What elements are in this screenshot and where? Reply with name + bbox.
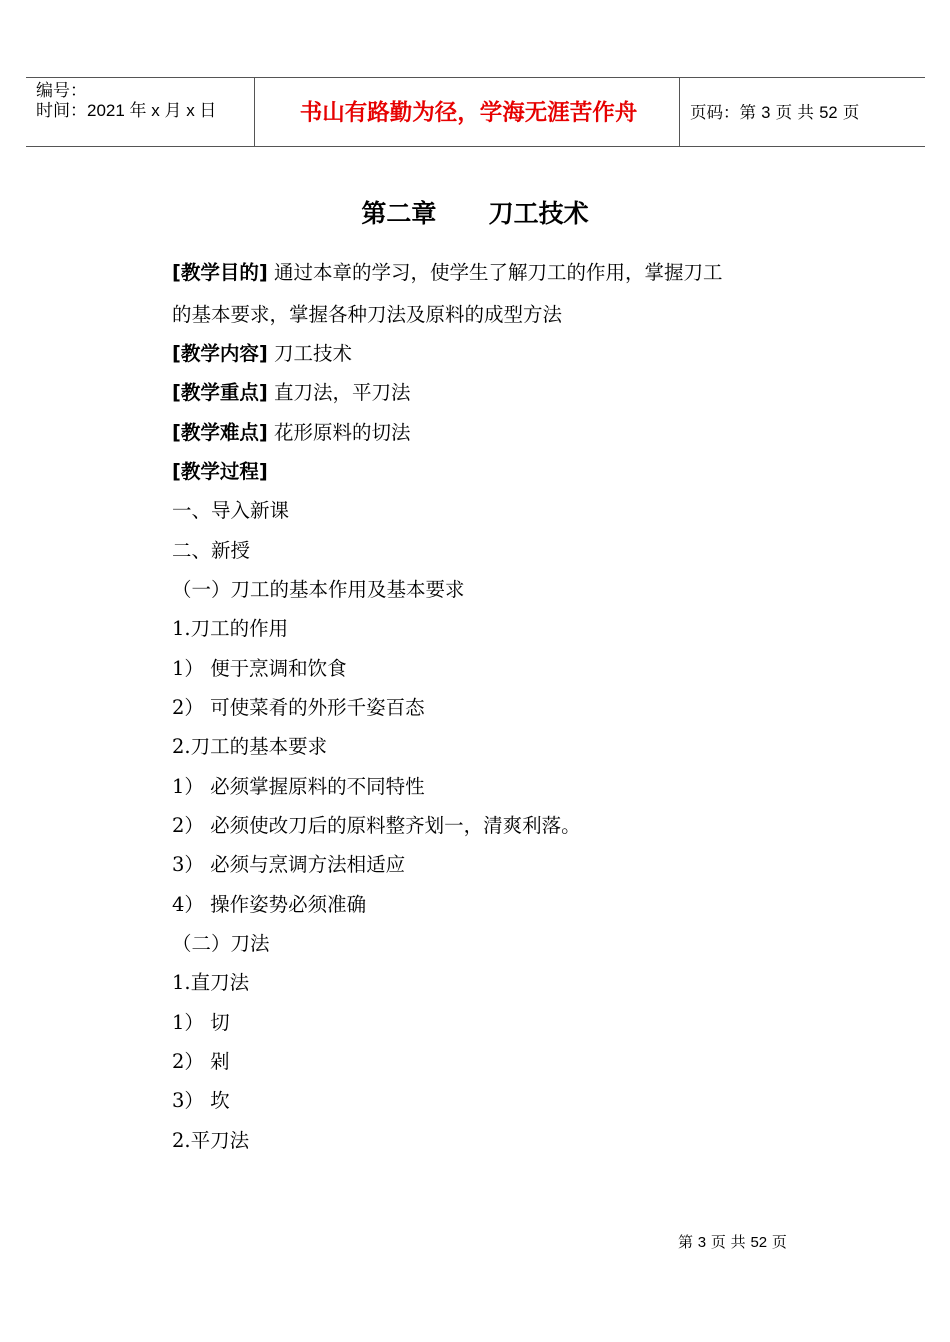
header-divider: [254, 78, 255, 146]
footer-prefix: 第: [678, 1233, 698, 1251]
difficulty-text: 花形原料的切法: [267, 421, 411, 444]
objective-line: [172, 260, 723, 286]
process-line: [172, 459, 268, 485]
body-line: 4） 操作姿势必须准确: [172, 893, 367, 916]
objective-line-2: 的基本要求，掌握各种刀法及原料的成型方法: [172, 303, 563, 326]
body-line: 3） 必须与烹调方法相适应: [172, 853, 406, 876]
content-text: 刀工技术: [267, 342, 353, 365]
footer-suffix: 页: [767, 1233, 787, 1251]
page-header: [26, 77, 925, 147]
body-line: 1.刀工的作用: [172, 617, 289, 640]
header-motto: 书山有路勤为径，学海无涯苦作舟: [299, 100, 638, 126]
header-page-number: [690, 101, 859, 125]
body-line: 2） 必须使改刀后的原料整齐划一，清爽利落。: [172, 814, 581, 837]
header-meta: [36, 81, 216, 121]
footer-middle: 页 共: [706, 1233, 751, 1251]
footer-total: 52: [750, 1234, 768, 1251]
serial-label: 编号：: [36, 81, 87, 100]
page-total: 52: [819, 104, 838, 122]
page-current: 3: [761, 104, 771, 122]
chapter-title: 第二章 刀工技术: [361, 199, 589, 228]
body-line: 2.平刀法: [172, 1129, 250, 1152]
body-line: 2） 剁: [172, 1050, 230, 1073]
difficulty-line: [172, 420, 411, 446]
content-line: [172, 341, 352, 367]
body-line: 1） 必须掌握原料的不同特性: [172, 775, 425, 798]
page-suffix: 页: [837, 103, 860, 122]
focus-text: 直刀法，平刀法: [267, 381, 411, 404]
body-line: 1.直刀法: [172, 971, 250, 994]
body-line: 二、新授: [172, 539, 251, 562]
body-line: 1） 切: [172, 1011, 230, 1034]
page-prefix: 页码：第: [690, 103, 762, 122]
body-line: 3） 坎: [172, 1089, 230, 1112]
body-line: 1） 便于烹调和饮食: [172, 657, 347, 680]
difficulty-tag: [教学难点]: [172, 421, 268, 444]
focus-line: [172, 380, 411, 406]
objective-tag: [教学目的]: [172, 261, 268, 284]
page-middle: 页 共: [770, 103, 820, 122]
body-line: 一、导入新课: [172, 499, 290, 522]
process-tag: [教学过程]: [172, 460, 268, 483]
time-label: 时间：2021 年 x 月 x 日: [36, 101, 217, 120]
body-line: （一）刀工的基本作用及基本要求: [172, 578, 465, 601]
body-line: （二）刀法: [172, 932, 270, 955]
content-tag: [教学内容]: [172, 342, 268, 365]
page-footer: [678, 1232, 787, 1253]
body-line: 2） 可使菜肴的外形千姿百态: [172, 696, 425, 719]
body-line: 2.刀工的基本要求: [172, 735, 328, 758]
footer-current: 3: [697, 1234, 707, 1251]
objective-text: 通过本章的学习，使学生了解刀工的作用，掌握刀工: [267, 261, 723, 284]
focus-tag: [教学重点]: [172, 381, 268, 404]
